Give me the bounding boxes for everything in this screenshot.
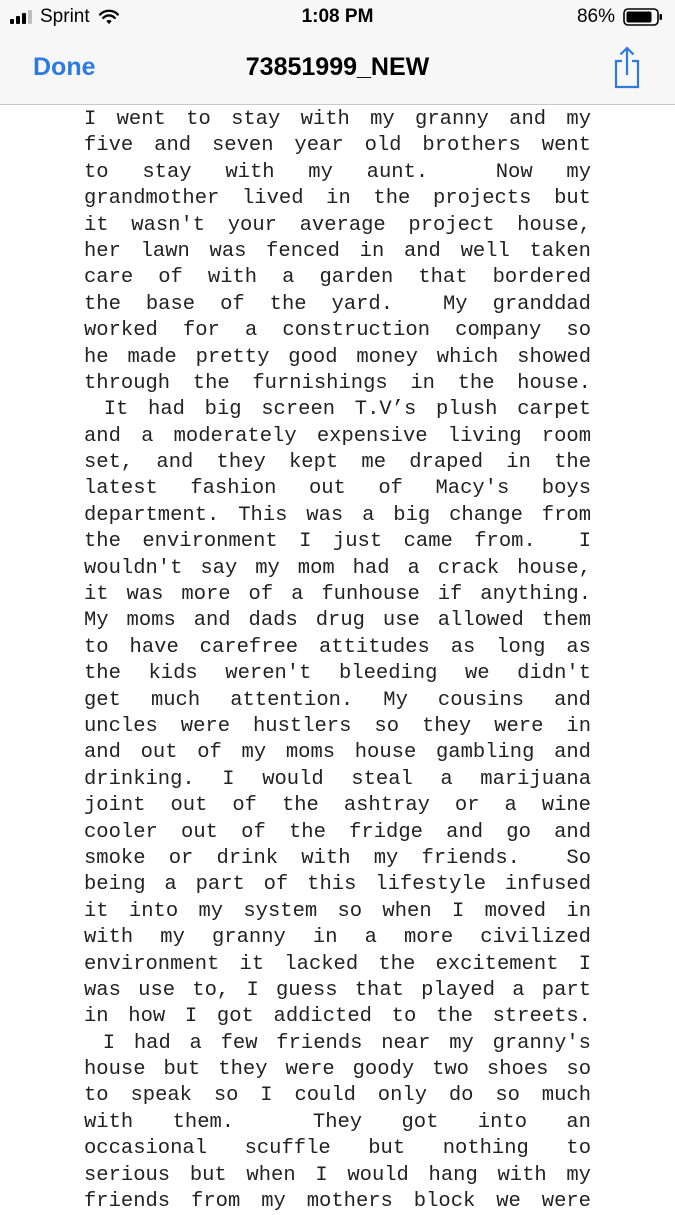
document-line: worked for a construction company so [84, 319, 591, 343]
document-viewer[interactable] [0, 105, 675, 1214]
document-line: smoke or drink with my friends. So [84, 846, 591, 870]
document-line: department. This was a big change from [84, 503, 591, 527]
document-line: wouldn't say my mom had a crack house, [84, 556, 591, 580]
document-line: drinking. I would steal a marijuana [84, 767, 591, 791]
document-line: serious but when I would hang with my [84, 1163, 591, 1187]
status-time: 1:08 PM [301, 6, 374, 27]
document-line: uncles were hustlers so they were in [84, 714, 591, 738]
document-line: to speak so I could only do so much [84, 1084, 591, 1108]
document-line: grandmother lived in the projects but [84, 187, 591, 211]
document-line: environment it lacked the excitement I [84, 952, 591, 976]
document-line: I had a few friends near my granny's [84, 1031, 591, 1055]
document-line: it was more of a funhouse if anything. [84, 583, 591, 607]
document-line: friends from my mothers block we were [84, 1190, 591, 1214]
status-right [577, 6, 663, 28]
document-line: to have carefree attitudes as long as [84, 635, 591, 659]
document-line: care of with a garden that bordered [84, 266, 591, 290]
navigation-bar [0, 36, 675, 105]
document-line: occasional scuffle but nothing to [84, 1137, 591, 1161]
document-line: set, and they kept me draped in the [84, 451, 591, 475]
battery-icon [623, 8, 663, 26]
document-line: I went to stay with my granny and my [84, 108, 591, 131]
document-line: joint out of the ashtray or a wine [84, 794, 591, 818]
document-line: My moms and dads drug use allowed them [84, 609, 591, 633]
document-line: the base of the yard. My granddad [84, 292, 591, 316]
document-line: five and seven year old brothers went [84, 134, 591, 158]
document-line: the kids weren't bleeding we didn't [84, 662, 591, 686]
document-line: her lawn was fenced in and well taken [84, 239, 591, 263]
battery-percentage: 86% [576, 6, 615, 27]
document-line: was use to, I guess that played a part [84, 978, 591, 1002]
document-line: house but they were goody two shoes so [84, 1058, 591, 1082]
document-line: being a part of this lifestyle infused [84, 873, 591, 897]
document-line: with them. They got into an [84, 1110, 591, 1134]
document-line: with my granny in a more civilized [84, 926, 591, 950]
carrier-name: Sprint [40, 6, 90, 27]
document-line: the environment I just came from. I [84, 530, 591, 554]
document-line: get much attention. My cousins and [84, 688, 591, 712]
document-line: he made pretty good money which showed [84, 345, 591, 369]
document-line: It had big screen T.V’s plush carpet [84, 398, 592, 422]
document-line: latest fashion out of Macy's boys [84, 477, 591, 501]
status-bar [0, 0, 675, 36]
document-line: in how I got addicted to the streets. [84, 1005, 591, 1029]
document-body [84, 107, 591, 1215]
document-title: 73851999_NEW [245, 53, 430, 81]
document-line: through the furnishings in the house. [84, 371, 591, 395]
document-line: to stay with my aunt. Now my [84, 160, 591, 184]
share-icon[interactable] [611, 45, 643, 89]
document-line: it wasn't your average project house, [84, 213, 591, 237]
document-line: it into my system so when I moved in [84, 899, 591, 923]
done-button[interactable]: Done [33, 53, 96, 81]
document-line: cooler out of the fridge and go and [84, 820, 591, 844]
document-line: and out of my moms house gambling and [84, 741, 591, 765]
document-line: and a moderately expensive living room [84, 424, 591, 448]
